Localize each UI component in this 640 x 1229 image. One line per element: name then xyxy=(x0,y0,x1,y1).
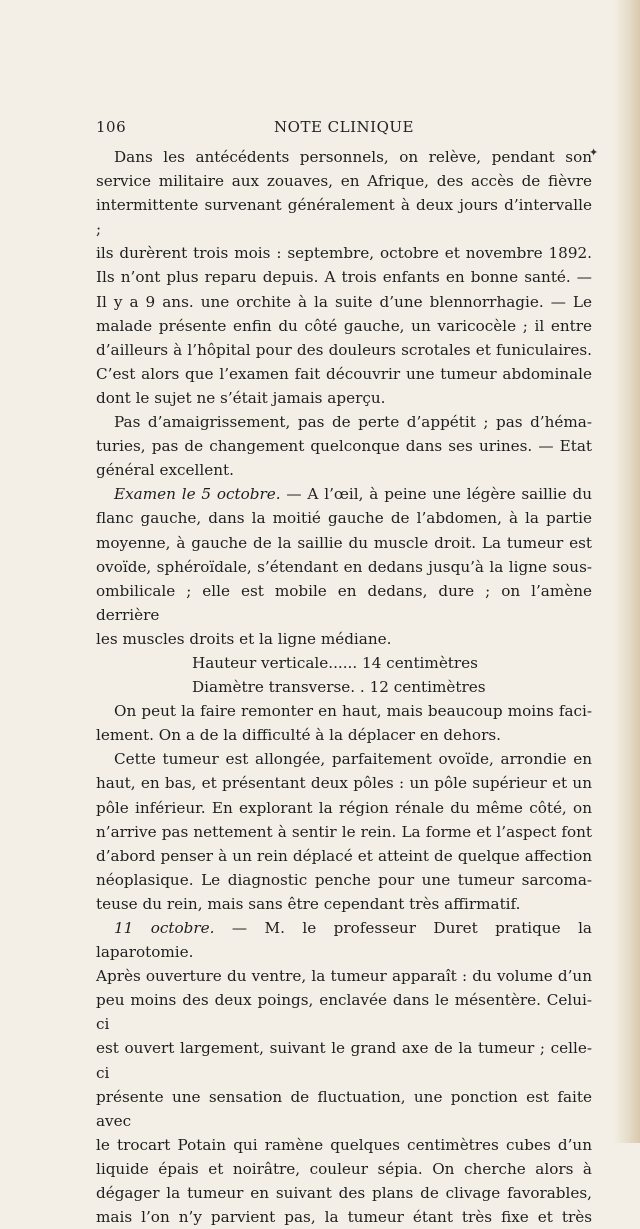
running-title: NOTE CLINIQUE xyxy=(274,118,414,136)
body-text xyxy=(96,145,592,1229)
text-line: dont le sujet ne s’était jamais aperçu. xyxy=(96,388,386,407)
text-line: néoplasique. Le diagnostic penche pour une tumeur sarcoma- xyxy=(96,870,592,889)
measure-width: Diamètre transverse. . 12 centimètres xyxy=(192,678,486,697)
text-line: dégager la tumeur en suivant des plans de clivage favorables, xyxy=(96,1184,592,1203)
text-line: Examen le 5 octobre. — A l’œil, à peine une légère saillie du xyxy=(114,485,592,504)
text-line: flanc gauche, dans la moitié gauche de l’abdomen, à la partie xyxy=(96,509,592,528)
text-line: ovoïde, sphéroïdale, s’étendant en dedans jusqu’à la ligne sous- xyxy=(96,557,592,576)
text-line: 11 octobre. — M. le professeur Duret pratique la laparotomie. xyxy=(96,919,592,962)
running-header xyxy=(96,118,592,140)
page-number: 106 xyxy=(96,118,127,136)
text-line: d’abord penser à un rein déplacé et atteint de quelque affection xyxy=(96,846,592,865)
measure-height: Hauteur verticale...... 14 centimètres xyxy=(192,653,478,672)
text-line: teuse du rein, mais sans être cependant très affirmatif. xyxy=(96,894,521,913)
text-line: Il y a 9 ans. une orchite à la suite d’une blennorrhagie. — Le xyxy=(96,292,592,311)
text-line: d’ailleurs à l’hôpital pour des douleurs scrotales et funiculaires. xyxy=(96,340,592,359)
text-line: Pas d’amaigrissement, pas de perte d’appétit ; pas d’héma- xyxy=(114,413,592,432)
text-line: les muscles droits et la ligne médiane. xyxy=(96,629,392,648)
text-line: Ils n’ont plus reparu depuis. A trois enfants en bonne santé. — xyxy=(96,268,592,287)
text-line: le trocart Potain qui ramène quelques centimètres cubes d’un xyxy=(96,1135,592,1154)
text-line: C’est alors que l’examen fait découvrir une tumeur abdominale xyxy=(96,364,592,383)
text-line: On peut la faire remonter en haut, mais beaucoup moins faci- xyxy=(114,702,592,721)
measurements xyxy=(96,651,592,699)
text-line: turies, pas de changement quelconque dans ses urines. — Etat xyxy=(96,437,592,456)
operation-date-label: 11 octobre. xyxy=(114,919,215,937)
text-line: haut, en bas, et présentant deux pôles : un pôle supérieur et un xyxy=(96,774,592,793)
printer-mark: ✦ xyxy=(589,146,599,159)
text-line: ils durèrent trois mois : septembre, octobre et novembre 1892. xyxy=(96,244,592,263)
text-line: malade présente enfin du côté gauche, un varicocèle ; il entre xyxy=(96,316,592,335)
text-line: mais l’on n’y parvient pas, la tumeur étant très fixe et très xyxy=(96,1208,592,1227)
text-line: Après ouverture du ventre, la tumeur apparaît : du volume d’un xyxy=(96,967,592,986)
text-line: lement. On a de la difficulté à la déplacer en dehors. xyxy=(96,726,501,745)
text-line: Dans les antécédents personnels, on relève, pendant son xyxy=(114,148,592,166)
exam-date-label: Examen le 5 octobre. xyxy=(114,485,281,504)
text-line: ombilicale ; elle est mobile en dedans, dure ; on l’amène derrière xyxy=(96,581,592,624)
text-line: n’arrive pas nettement à sentir le rein. La forme et l’aspect font xyxy=(96,822,592,841)
text-line: service militaire aux zouaves, en Afrique, des accès de fièvre xyxy=(96,172,592,191)
text-line: Cette tumeur est allongée, parfaitement ovoïde, arrondie en xyxy=(114,750,592,769)
text-line: pôle inférieur. En explorant la région rénale du même côté, on xyxy=(96,798,592,817)
text-line: peu moins des deux poings, enclavée dans le mésentère. Celui-ci xyxy=(96,991,592,1034)
text-line: présente une sensation de fluctuation, une ponction est faite avec xyxy=(96,1087,592,1130)
text-line: général excellent. xyxy=(96,461,234,480)
text-line: liquide épais et noirâtre, couleur sépia. On cherche alors à xyxy=(96,1159,592,1178)
page-edge-shadow xyxy=(614,0,640,1143)
text-line: intermittente survenant généralement à deux jours d’intervalle ; xyxy=(96,196,592,239)
text-line: moyenne, à gauche de la saillie du muscle droit. La tumeur est xyxy=(96,533,592,552)
text-line: est ouvert largement, suivant le grand axe de la tumeur ; celle-ci xyxy=(96,1039,592,1082)
